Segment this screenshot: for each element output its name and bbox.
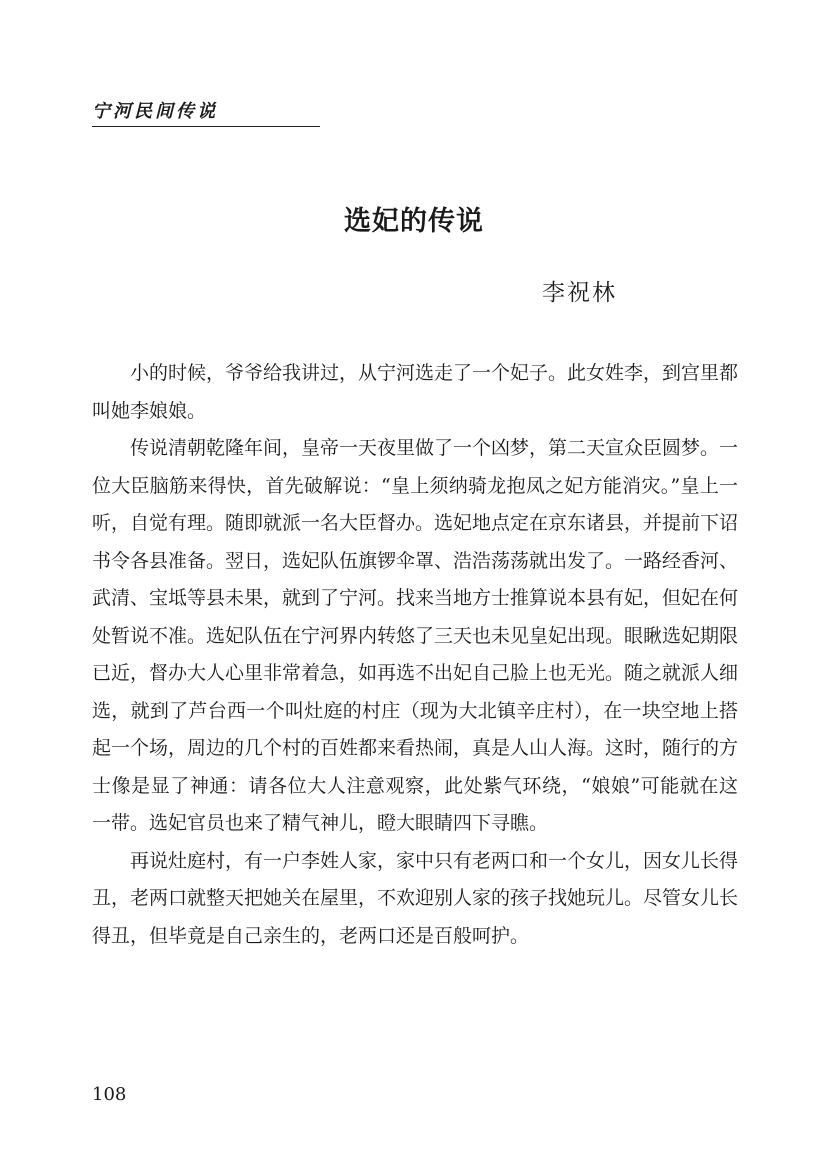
page-number: 108 [92, 1084, 127, 1105]
paragraph: 再说灶庭村，有一户李姓人家，家中只有老两口和一个女儿，因女儿长得丑，老两口就整天把她关在屋里，不欢迎别人家的孩子找她玩儿。尽管女儿长得丑，但毕竟是自己亲生的，老两口还是百般呵护。 [92, 849, 739, 947]
article-author: 李祝林 [542, 280, 617, 306]
paragraph: 小的时候，爷爷给我讲过，从宁河选走了一个妃子。此女姓李，到宫里都叫她李娘娘。 [92, 362, 739, 422]
article-title: 选妃的传说 [344, 206, 484, 237]
article-body [92, 355, 738, 955]
paragraph: 传说清朝乾隆年间，皇帝一天夜里做了一个凶梦，第二天宣众臣圆梦。一位大臣脑筋来得快，首先破解说：“皇上须纳骑龙抱凤之妃方能消灾。”皇上一听，自觉有理。随即就派一名大臣督办。选妃地点定在京东诸县，并提前下诏书令各县准备。翌日，选妃队伍旗锣伞罩、浩浩荡荡就出发了。一路经香河、武清、宝坻等县未果，就到了宁河。找来当地方士推算说本县有妃，但妃在何处暂说不准。选妃队伍在宁河界内转悠了三天也未见皇妃出现。眼瞅选妃期限已近，督办大人心里非常着急，如再选不出妃自己脸上也无光。随之就派人细选，就到了芦台西一个叫灶庭的村庄（现为大北镇辛庄村），在一块空地上搭起一个场，周边的几个村的百姓都来看热闹，真是人山人海。这时，随行的方士像是显了神通：请各位大人注意观察，此处紫气环绕，“娘娘”可能就在这一带。选妃官员也来了精气神儿，瞪大眼睛四下寻瞧。 [92, 437, 739, 834]
running-head: 宁河民间传说 [92, 100, 320, 127]
